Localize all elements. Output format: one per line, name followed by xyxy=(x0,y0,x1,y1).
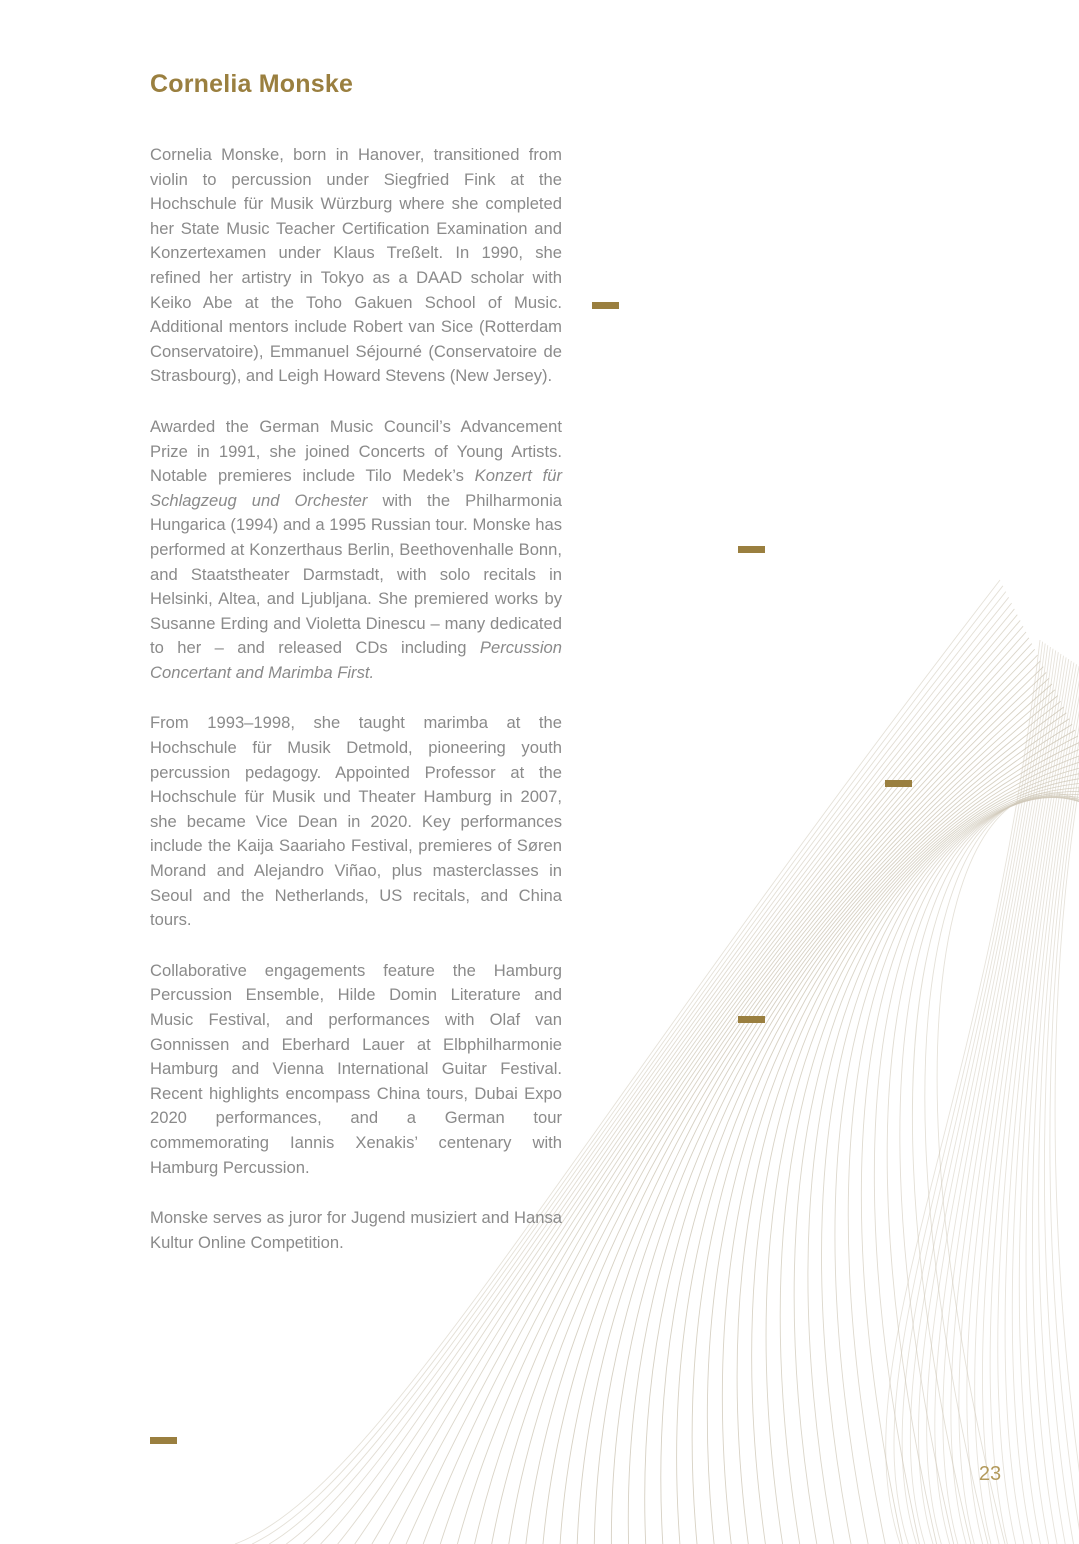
accent-dash-mark xyxy=(885,780,912,787)
wave-line xyxy=(951,654,1061,1544)
wave-line xyxy=(900,797,1079,1544)
page-number: 23 xyxy=(978,1463,1002,1485)
wave-line xyxy=(628,713,1066,1544)
wave-line xyxy=(861,796,1079,1544)
wave-line xyxy=(982,661,1071,1544)
wave-line xyxy=(886,640,1040,1544)
wave-line xyxy=(967,657,1066,1544)
wave-line xyxy=(943,652,1058,1544)
wave-line xyxy=(874,797,1079,1544)
wave-line xyxy=(611,707,1063,1544)
wave-line xyxy=(925,795,1079,1544)
wave-line xyxy=(808,782,1079,1544)
wave-line xyxy=(1039,675,1079,1544)
wave-line xyxy=(912,796,1079,1544)
page-title: Cornelia Monske xyxy=(150,70,354,98)
wave-line xyxy=(1050,678,1079,1544)
wave-line xyxy=(835,791,1079,1544)
wave-line xyxy=(848,794,1079,1544)
accent-dash-mark xyxy=(738,1016,765,1023)
accent-dash-mark xyxy=(150,1437,177,1444)
biography-text xyxy=(150,143,562,1281)
wave-line xyxy=(677,730,1075,1544)
wave-line xyxy=(526,678,1049,1544)
wave-line xyxy=(1044,677,1079,1544)
wave-line xyxy=(766,765,1079,1544)
wave-line xyxy=(692,736,1078,1544)
wave-line xyxy=(1055,680,1079,1544)
wave-line xyxy=(752,759,1079,1544)
wave-line xyxy=(492,667,1044,1544)
wave-line xyxy=(935,650,1056,1544)
wave-line xyxy=(975,659,1069,1544)
wave-line xyxy=(1012,668,1079,1544)
wave-line xyxy=(902,644,1045,1544)
wave-line xyxy=(998,664,1077,1544)
italic-title: Percussion Concertant and Marimba First. xyxy=(150,638,562,682)
biography-paragraph-3: From 1993–1998, she taught marimba at the Hochschule für Musik Detmold, pioneering youth percussion pedagogy. Appointed Professor at the Hochschule für Musik und Theater Hamburg in 2007, she became Vice Dean in 2020. Key performances include the Kaija Saariaho Festival, premieres of Søren Morand and Alejandro Viñao, plus masterclasses in Seoul and the Netherlands, US recitals, and China tours. xyxy=(150,713,562,930)
wave-line xyxy=(737,753,1079,1544)
wave-line xyxy=(707,742,1079,1544)
wave-line xyxy=(822,787,1079,1544)
biography-paragraph-2: Awarded the German Music Council’s Advancement Prize in 1991, she joined Concerts of Young Artists. Notable premieres include Tilo Medek’s Konzert für Schlagzeug und Orchester with the Philharmonia Hungarica (1994) and a 1995 Russian tour. Monske has performed at Konzerthaus Berlin, Beethovenhalle Bonn, and Staatstheater Darmstadt, with solo recitals in Helsinki, Altea, and Ljubljana. She premiered works by Susanne Erding and Violetta Dinescu – many dedicated to her – and released CDs including Percussion Concertant and Marimba First. xyxy=(150,416,562,682)
wave-line xyxy=(887,798,1079,1544)
wave-line xyxy=(577,696,1058,1544)
accent-dash-mark xyxy=(592,302,619,309)
wave-line xyxy=(1026,671,1079,1544)
wave-line xyxy=(1019,670,1079,1544)
wave-line xyxy=(937,793,1079,1544)
wave-line xyxy=(894,642,1043,1544)
wave-line xyxy=(661,724,1072,1544)
wave-line xyxy=(645,719,1070,1544)
wave-line xyxy=(594,701,1060,1544)
wave-line xyxy=(794,776,1079,1544)
biography-paragraph-5: Monske serves as juror for Jugend musiziert and Hansa Kultur Online Competition. xyxy=(150,1208,562,1252)
wave-line xyxy=(990,663,1074,1544)
wave-line xyxy=(560,690,1055,1544)
wave-line xyxy=(910,645,1047,1544)
wave-line xyxy=(722,748,1079,1544)
wave-line xyxy=(919,647,1051,1544)
wave-line xyxy=(543,684,1052,1544)
wave-line xyxy=(927,649,1053,1544)
wave-line xyxy=(959,656,1064,1544)
italic-title: Konzert für Schlagzeug und Orchester xyxy=(150,466,562,510)
biography-paragraph-1: Cornelia Monske, born in Hanover, transitioned from violin to percussion under Siegfried Fink at the Hochschule für Musik Würzburg where she completed her State Music Teacher Certification Examination and Konzertexamen under Klaus Treßelt. In 1990, she refined her artistry in Tokyo as a DAAD scholar with Keiko Abe at the Toho Gakuen School of Music. Additional mentors include Robert van Sice (Rotterdam Conservatoire), Emmanuel Séjourné (Conservatoire de Strasbourg), and Leigh Howard Stevens (New Jersey). xyxy=(150,145,562,386)
biography-paragraph-4: Collaborative engagements feature the Hamburg Percussion Ensemble, Hilde Domin Literature and Music Festival, and performances with Olaf van Gonnissen and Eberhard Lauer at Elbphilharmonie Hamburg and Vienna International Guitar Festival. Recent highlights encompass China tours, Dubai Expo 2020 performances, and a German tour commemorating Iannis Xenakis’ centenary with Hamburg Percussion. xyxy=(150,960,562,1177)
wave-line xyxy=(509,672,1046,1544)
wave-line xyxy=(1032,673,1079,1544)
wave-line xyxy=(780,771,1079,1544)
wave-line xyxy=(1005,666,1079,1544)
accent-dash-mark xyxy=(738,546,765,553)
